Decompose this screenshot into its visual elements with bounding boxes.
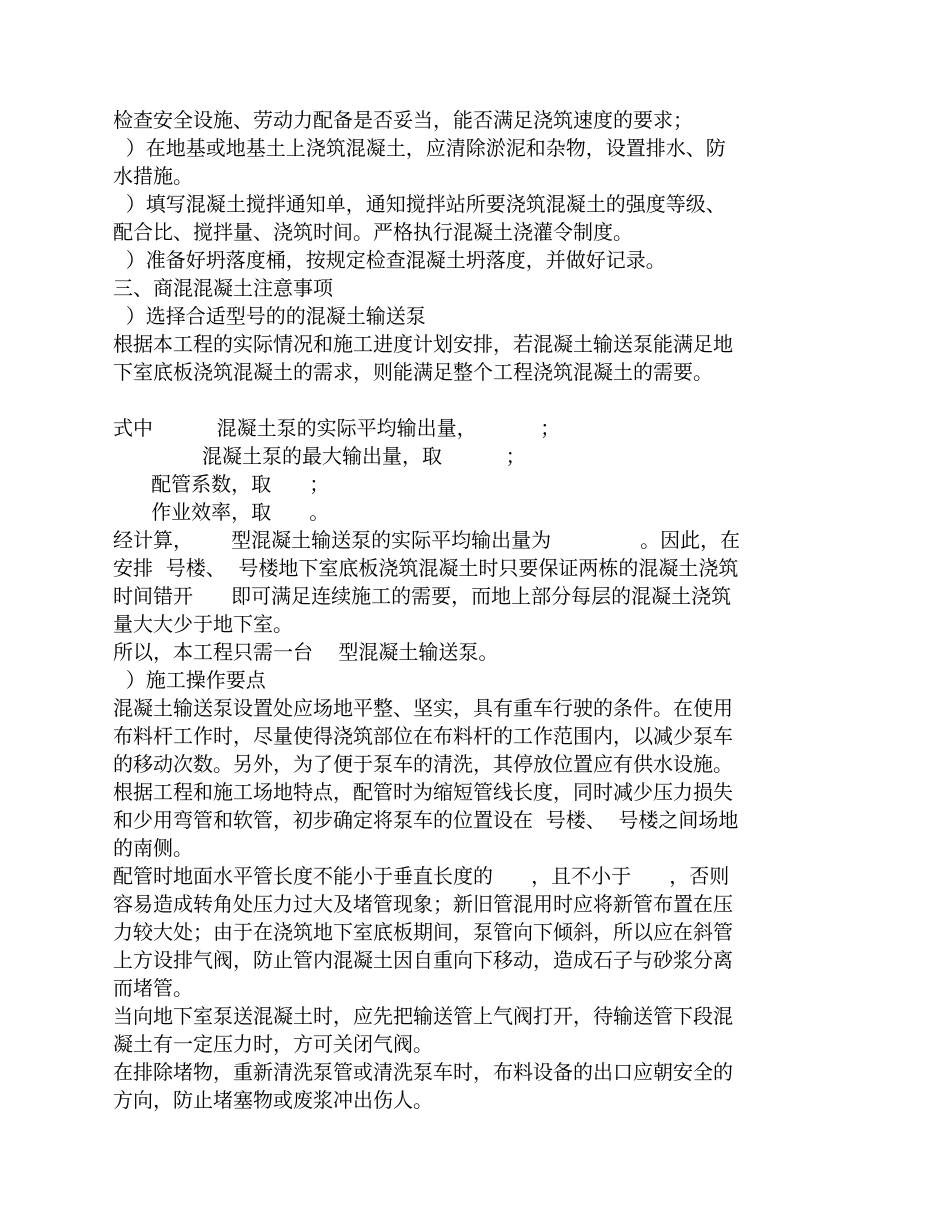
subsection-heading: ）选择合适型号的的混凝土输送泵	[113, 304, 426, 328]
text-line: 检查安全设施、劳动力配备是否妥当，能否满足浇筑速度的要求；	[113, 108, 693, 132]
text-line: 容易造成转角处压力过大及堵管现象；新旧管混用时应将新管布置在压	[113, 892, 733, 916]
formula-legend-line: 配管系数，取 ；	[113, 472, 330, 496]
text-line: 混凝土输送泵设置处应场地平整、坚实，具有重车行驶的条件。在使用	[113, 696, 733, 720]
text-line: ）填写混凝土搅拌通知单，通知搅拌站所要浇筑混凝土的强度等级、	[113, 192, 726, 216]
text-line: 而堵管。	[113, 976, 193, 1000]
text-line: 的移动次数。另外，为了便于泵车的清洗，其停放位置应有供水设施。	[113, 752, 733, 776]
section-heading: 三、商混混凝土注意事项	[113, 276, 333, 300]
text-line: 的南侧。	[113, 836, 193, 860]
text-line: 上方设排气阀，防止管内混凝土因自重向下移动，造成石子与砂浆分离	[113, 948, 733, 972]
text-line: 当向地下室泵送混凝土时，应先把输送管上气阀打开，待输送管下段混	[113, 1004, 733, 1028]
text-line: ）在地基或地基土上浇筑混凝土，应清除淤泥和杂物，设置排水、防	[113, 136, 726, 160]
text-line: 安排 号楼、 号楼地下室底板浇筑混凝土时只要保证两栋的混凝土浇筑	[113, 556, 739, 580]
text-line: 和少用弯管和软管，初步确定将泵车的位置设在 号楼、 号楼之间场地	[113, 808, 739, 832]
formula-legend-line: 混凝土泵的最大输出量，取 ；	[113, 444, 526, 468]
text-line: 凝土有一定压力时，方可关闭气阀。	[113, 1032, 433, 1056]
formula-legend-line: 作业效率，取 。	[113, 500, 330, 524]
text-line: 时间错开 即可满足连续施工的需要，而地上部分每层的混凝土浇筑	[113, 584, 732, 608]
text-line: 配管时地面水平管长度不能小于垂直长度的 ，且不小于 ，否则	[113, 864, 730, 888]
text-line: 在排除堵物，重新清洗泵管或清洗泵车时，布料设备的出口应朝安全的	[113, 1060, 733, 1084]
text-line: 所以，本工程只需一台 型混凝土输送泵。	[113, 640, 499, 664]
text-line: ）准备好坍落度桶，按规定检查混凝土坍落度，并做好记录。	[113, 248, 666, 272]
text-line: 下室底板浇筑混凝土的需求，则能满足整个工程浇筑混凝土的需要。	[113, 360, 713, 384]
text-line: 根据工程和施工场地特点，配管时为缩短管线长度，同时减少压力损失	[113, 780, 733, 804]
text-line: 水措施。	[113, 164, 193, 188]
text-line: 配合比、搅拌量、浇筑时间。严格执行混凝土浇灌令制度。	[113, 220, 633, 244]
formula-legend-line: 式中 混凝土泵的实际平均输出量， ；	[113, 416, 561, 440]
text-line: 力较大处；由于在浇筑地下室底板期间，泵管向下倾斜，所以应在斜管	[113, 920, 733, 944]
text-line: 布料杆工作时，尽量使得浇筑部位在布料杆的工作范围内，以减少泵车	[113, 724, 733, 748]
text-line: 经计算， 型混凝土输送泵的实际平均输出量为 。因此，在	[113, 528, 741, 552]
text-line: 方向，防止堵塞物或废浆冲出伤人。	[113, 1088, 433, 1112]
subsection-heading: ）施工操作要点	[113, 668, 266, 692]
text-line: 量大大少于地下室。	[113, 612, 293, 636]
text-line: 根据本工程的实际情况和施工进度计划安排，若混凝土输送泵能满足地	[113, 332, 733, 356]
